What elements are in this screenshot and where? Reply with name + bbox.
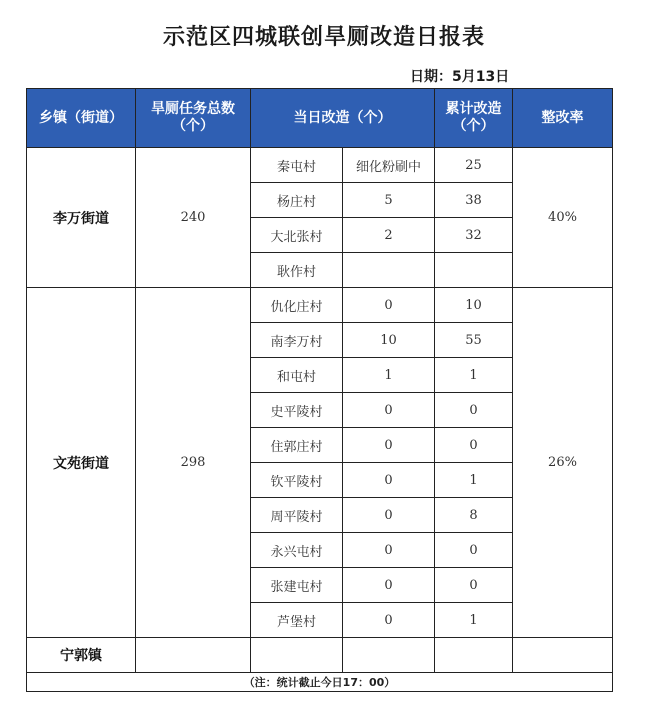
cumulative-count	[435, 253, 513, 288]
cumulative-count: 32	[435, 218, 513, 253]
cumulative-count: 0	[435, 533, 513, 568]
header-rate: 整改率	[513, 89, 613, 148]
cumulative-count: 0	[435, 568, 513, 603]
header-daily: 当日改造（个）	[251, 89, 435, 148]
cumulative-count: 1	[435, 603, 513, 638]
cumulative-count: 1	[435, 358, 513, 393]
village-name: 仇化庄村	[251, 288, 343, 323]
daily-count	[343, 253, 435, 288]
village-name: 张建屯村	[251, 568, 343, 603]
header-total: 旱厕任务总数（个）	[136, 89, 251, 148]
daily-count: 0	[343, 288, 435, 323]
task-total	[136, 638, 251, 673]
daily-count: 0	[343, 533, 435, 568]
daily-count: 2	[343, 218, 435, 253]
rectification-rate: 26%	[513, 288, 613, 638]
cumulative-count: 25	[435, 148, 513, 183]
town-name: 宁郭镇	[27, 638, 136, 673]
daily-count: 0	[343, 463, 435, 498]
report-table	[26, 88, 613, 692]
village-name: 住郭庄村	[251, 428, 343, 463]
village-name: 钦平陵村	[251, 463, 343, 498]
village-name: 永兴屯村	[251, 533, 343, 568]
village-name: 史平陵村	[251, 393, 343, 428]
header-cumulative: 累计改造（个）	[435, 89, 513, 148]
daily-count: 细化粉刷中	[343, 148, 435, 183]
footnote-row	[27, 673, 613, 692]
rectification-rate: 40%	[513, 148, 613, 288]
cumulative-count: 10	[435, 288, 513, 323]
daily-count: 5	[343, 183, 435, 218]
town-name: 文苑街道	[27, 288, 136, 638]
daily-count: 1	[343, 358, 435, 393]
task-total: 240	[136, 148, 251, 288]
village-name: 芦堡村	[251, 603, 343, 638]
village-name: 大北张村	[251, 218, 343, 253]
daily-count: 10	[343, 323, 435, 358]
rectification-rate	[513, 638, 613, 673]
report-title: 示范区四城联创旱厕改造日报表	[162, 25, 485, 50]
village-name	[251, 638, 343, 673]
village-name: 耿作村	[251, 253, 343, 288]
table-row	[27, 288, 613, 323]
cumulative-count: 38	[435, 183, 513, 218]
report-date: 日期：5月13日	[410, 69, 510, 85]
village-name: 杨庄村	[251, 183, 343, 218]
village-name: 南李万村	[251, 323, 343, 358]
cumulative-count: 0	[435, 393, 513, 428]
header-town: 乡镇（街道）	[27, 89, 136, 148]
cumulative-count: 0	[435, 428, 513, 463]
table-row	[27, 638, 613, 673]
daily-count: 0	[343, 428, 435, 463]
daily-count: 0	[343, 498, 435, 533]
town-name: 李万街道	[27, 148, 136, 288]
cumulative-count: 1	[435, 463, 513, 498]
table-row	[27, 148, 613, 183]
cumulative-count: 55	[435, 323, 513, 358]
cumulative-count: 8	[435, 498, 513, 533]
daily-count: 0	[343, 603, 435, 638]
village-name: 秦屯村	[251, 148, 343, 183]
cumulative-count	[435, 638, 513, 673]
daily-count: 0	[343, 393, 435, 428]
report-body	[27, 148, 613, 673]
village-name: 周平陵村	[251, 498, 343, 533]
header-row	[27, 89, 613, 148]
footnote: （注：统计截止今日17：00）	[27, 673, 613, 692]
daily-count	[343, 638, 435, 673]
village-name: 和屯村	[251, 358, 343, 393]
daily-count: 0	[343, 568, 435, 603]
task-total: 298	[136, 288, 251, 638]
